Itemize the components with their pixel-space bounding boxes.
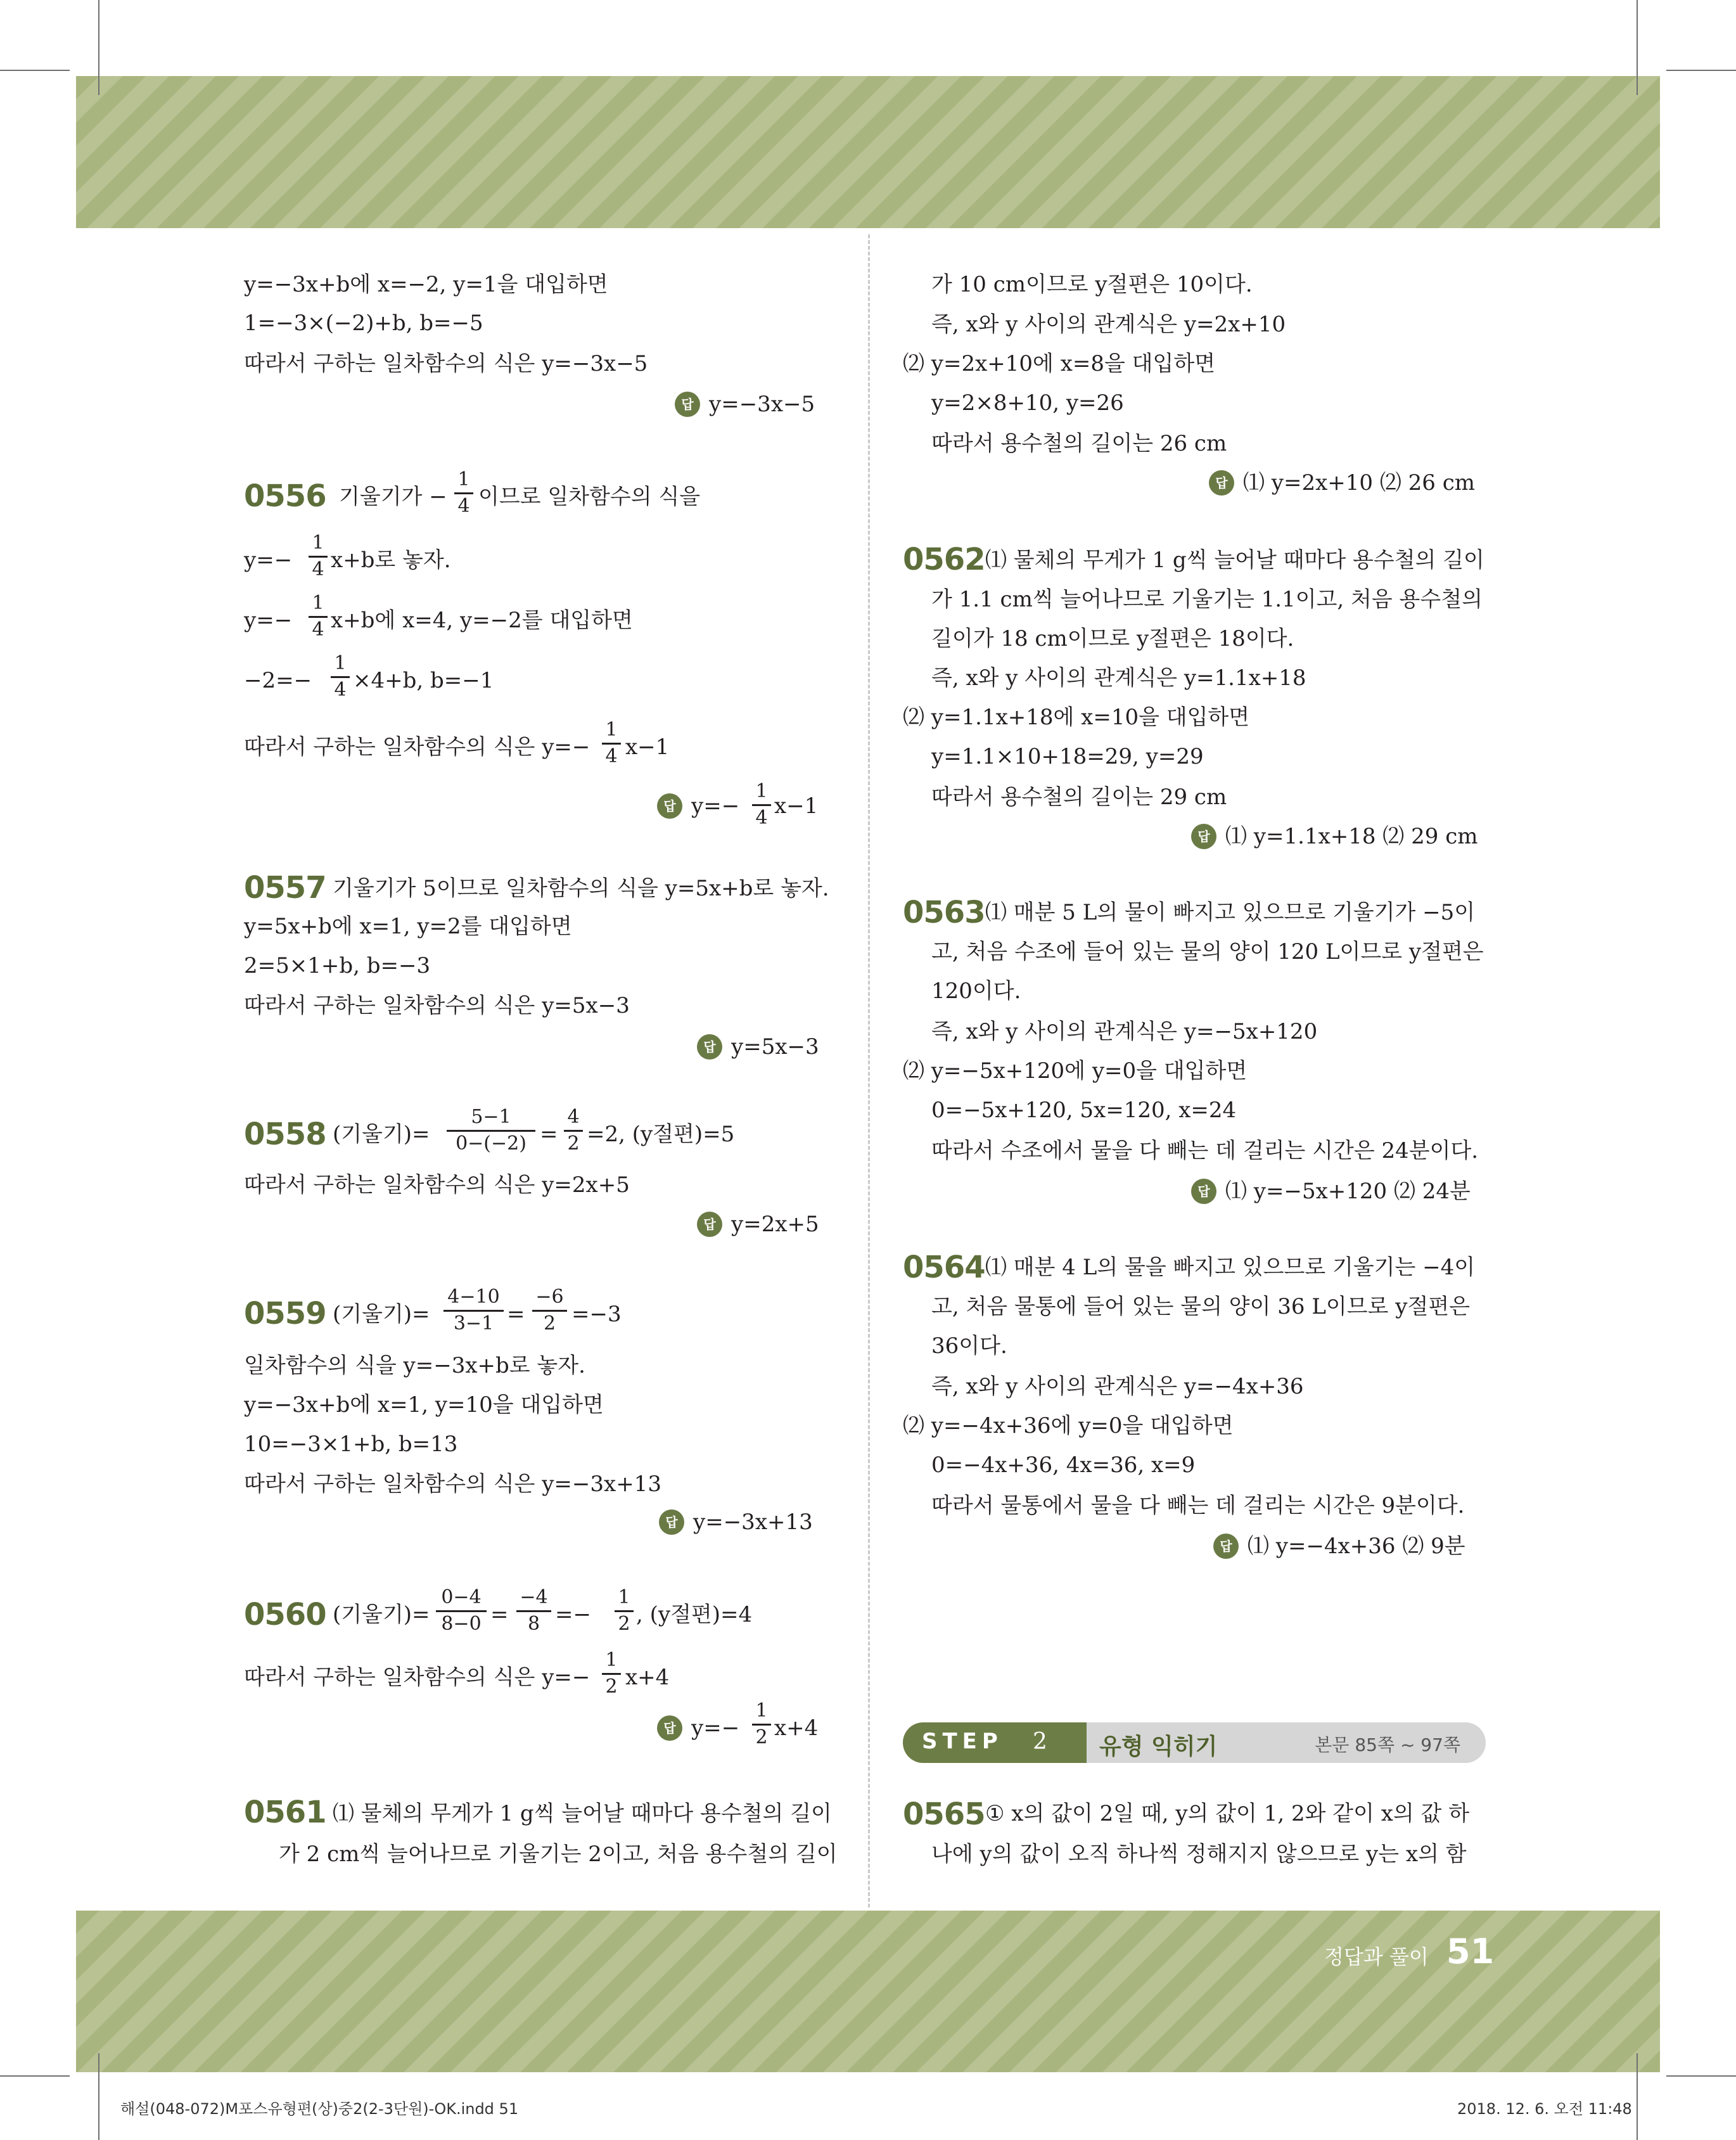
solution-line: y=5x+b에 x=1, y=2를 대입하면 — [244, 914, 572, 939]
answer-text: y=− — [691, 1715, 740, 1741]
answer-row — [1213, 1532, 1465, 1560]
answer-row — [659, 1508, 813, 1536]
solution-line: y=− — [244, 608, 293, 633]
solution-line: 즉, x와 y 사이의 관계식은 y=2x+10 — [931, 312, 1286, 337]
fraction-denominator: 4 — [334, 679, 347, 701]
solution-line: 가 1.1 cm씩 늘어나므로 기울기는 1.1이고, 처음 용수철의 — [931, 587, 1483, 612]
solution-line: 따라서 구하는 일차함수의 식은 y=−3x−5 — [244, 351, 648, 376]
fraction-numerator: −4 — [520, 1586, 548, 1608]
solution-line: 따라서 구하는 일차함수의 식은 y=5x−3 — [244, 993, 630, 1018]
fraction-bar — [331, 676, 350, 678]
solution-line: ⑴ 물체의 무게가 1 g씩 늘어날 때마다 용수철의 길이 — [333, 1801, 832, 1826]
answer-badge: 답 — [1191, 1179, 1216, 1204]
crop-mark — [0, 2075, 70, 2077]
column-divider — [868, 234, 870, 1907]
solution-line: 따라서 수조에서 물을 다 빼는 데 걸리는 시간은 24분이다. — [931, 1138, 1479, 1163]
fraction-bar — [454, 492, 473, 494]
fraction-bar — [602, 1673, 621, 1675]
footer-stripe-band — [76, 1911, 1660, 2072]
crop-mark — [98, 0, 99, 95]
solution-line: y=2×8+10, y=26 — [931, 390, 1124, 416]
solution-line: (기울기)= — [333, 1302, 430, 1327]
solution-line: ⑴ 물체의 무게가 1 g씩 늘어날 때마다 용수철의 길이 — [985, 548, 1484, 573]
problem-number: 0561 — [244, 1795, 326, 1830]
answer-badge: 답 — [1213, 1534, 1239, 1559]
step-label: STEP — [922, 1729, 1003, 1754]
problem-number: 0564 — [903, 1250, 985, 1285]
answer-text: y=−3x−5 — [709, 392, 815, 417]
fraction-denominator: 4 — [312, 558, 324, 580]
fraction-numerator: 1 — [457, 468, 470, 490]
fraction-denominator: 2 — [618, 1613, 630, 1635]
fraction-bar — [532, 1310, 567, 1312]
solution-line: =− — [555, 1602, 591, 1627]
solution-line: 따라서 구하는 일차함수의 식은 y=− — [244, 734, 590, 760]
fraction-denominator: 8−0 — [441, 1613, 482, 1635]
fraction-denominator: 0−(−2) — [456, 1132, 527, 1155]
solution-line: = — [507, 1302, 525, 1327]
solution-line: 따라서 구하는 일차함수의 식은 y=− — [244, 1665, 590, 1690]
fraction-bar — [309, 556, 328, 558]
solution-line: ⑵ y=−5x+120에 y=0을 대입하면 — [903, 1058, 1248, 1084]
answer-text: y=5x−3 — [731, 1034, 819, 1060]
solution-line: , (y절편)=4 — [636, 1602, 753, 1627]
solution-line: 나에 y의 값이 오직 하나씩 정해지지 않으므로 y는 x의 함 — [931, 1842, 1467, 1867]
problem-number: 0565 — [903, 1797, 985, 1832]
fraction-denominator: 2 — [543, 1312, 556, 1335]
answer-badge: 답 — [697, 1212, 722, 1237]
fraction-numerator: 1 — [755, 1700, 768, 1722]
answer-text: ⑴ y=−4x+36 ⑵ 9분 — [1248, 1534, 1465, 1559]
answer-row — [657, 1714, 739, 1742]
fraction-denominator: 3−1 — [453, 1312, 494, 1335]
answer-badge: 답 — [1209, 470, 1234, 496]
fraction-denominator: 2 — [567, 1132, 580, 1155]
fraction-numerator: −6 — [535, 1286, 564, 1308]
solution-line: 가 2 cm씩 늘어나므로 기울기는 2이고, 처음 용수철의 길이 — [279, 1842, 838, 1867]
answer-row — [657, 792, 739, 820]
solution-line: x+4 — [625, 1665, 670, 1690]
fraction-bar — [752, 804, 771, 806]
answer-badge: 답 — [1191, 824, 1216, 849]
solution-line: 0=−5x+120, 5x=120, x=24 — [931, 1098, 1237, 1123]
step-banner — [903, 1722, 1486, 1763]
solution-line: ⑴ 매분 5 L의 물이 빠지고 있으므로 기울기가 −5이 — [985, 900, 1476, 925]
fraction-numerator: 4 — [567, 1106, 580, 1128]
fraction-denominator: 2 — [605, 1675, 618, 1698]
footer-section-label: 정답과 풀이 — [1324, 1945, 1429, 1969]
solution-line: 따라서 용수철의 길이는 26 cm — [931, 431, 1227, 456]
solution-line: 즉, x와 y 사이의 관계식은 y=−5x+120 — [931, 1019, 1318, 1044]
answer-text: y=− — [691, 793, 740, 819]
solution-line: = — [490, 1602, 509, 1627]
fraction-bar — [615, 1610, 634, 1612]
fraction-numerator: 1 — [605, 719, 618, 741]
solution-line: 2=5×1+b, b=−3 — [244, 953, 431, 978]
answer-text: ⑴ y=2x+10 ⑵ 26 cm — [1243, 470, 1476, 496]
solution-line: 기울기가 5이므로 일차함수의 식을 y=5x+b로 놓자. — [333, 876, 829, 901]
solution-line: (기울기)= — [333, 1122, 430, 1147]
header-stripe-band — [76, 76, 1660, 228]
fraction-denominator: 8 — [527, 1613, 540, 1635]
solution-line: y=1.1×10+18=29, y=29 — [931, 744, 1204, 769]
solution-line: 따라서 구하는 일차함수의 식은 y=2x+5 — [244, 1172, 630, 1198]
solution-line: 120이다. — [931, 978, 1021, 1004]
answer-text: y=−3x+13 — [693, 1509, 813, 1535]
fraction-numerator: 0−4 — [441, 1586, 482, 1608]
answer-row — [697, 1033, 819, 1061]
solution-line: =2, (y절편)=5 — [587, 1122, 735, 1147]
solution-line: 가 10 cm이므로 y절편은 10이다. — [931, 272, 1253, 297]
step-title: 유형 익히기 — [1099, 1734, 1218, 1760]
solution-line: 즉, x와 y 사이의 관계식은 y=−4x+36 — [931, 1374, 1304, 1399]
solution-line: ⑵ y=−4x+36에 y=0을 대입하면 — [903, 1413, 1234, 1438]
fraction-bar — [447, 1130, 535, 1132]
solution-line: 10=−3×1+b, b=13 — [244, 1432, 458, 1457]
answer-text: x−1 — [774, 793, 819, 819]
fraction-denominator: 4 — [457, 495, 470, 517]
solution-line: 36이다. — [931, 1333, 1007, 1359]
answer-row — [675, 390, 815, 418]
answer-text: ⑴ y=−5x+120 ⑵ 24분 — [1225, 1179, 1471, 1204]
crop-mark — [1666, 2075, 1736, 2077]
solution-line: x+b에 x=4, y=−2를 대입하면 — [331, 608, 633, 633]
solution-line: 따라서 구하는 일차함수의 식은 y=−3x+13 — [244, 1471, 661, 1497]
fraction-numerator: 5−1 — [471, 1106, 511, 1128]
problem-number: 0559 — [244, 1296, 326, 1331]
problem-number: 0562 — [903, 542, 985, 577]
solution-line: 길이가 18 cm이므로 y절편은 18이다. — [931, 626, 1294, 651]
answer-badge: 답 — [657, 1715, 682, 1741]
fraction-bar — [564, 1130, 583, 1132]
print-slug-filename: 해설(048-072)M포스유형편(상)중2(2-3단원)-OK.indd 51 — [120, 2100, 519, 2118]
solution-line: −2=− — [244, 668, 312, 693]
solution-line: 0=−4x+36, 4x=36, x=9 — [931, 1452, 1196, 1478]
fraction-numerator: 1 — [312, 592, 324, 614]
fraction-numerator: 1 — [755, 780, 768, 802]
crop-mark — [1637, 0, 1638, 95]
fraction-bar — [436, 1610, 487, 1612]
step-number: 2 — [1033, 1729, 1047, 1755]
answer-badge: 답 — [657, 793, 682, 819]
solution-line: 일차함수의 식을 y=−3x+b로 놓자. — [244, 1353, 585, 1378]
answer-text: x+4 — [774, 1715, 819, 1741]
solution-line: y=−3x+b에 x=1, y=10을 대입하면 — [244, 1392, 604, 1418]
solution-line: ⑵ y=1.1x+18에 x=10을 대입하면 — [903, 705, 1250, 730]
fraction-bar — [752, 1724, 771, 1726]
solution-line: y=− — [244, 548, 293, 573]
answer-text: y=2x+5 — [731, 1212, 819, 1237]
crop-mark — [1637, 2053, 1638, 2140]
fraction-bar — [516, 1610, 551, 1612]
solution-line: ⑴ 매분 4 L의 물을 빠지고 있으므로 기울기는 −4이 — [985, 1255, 1476, 1280]
answer-badge: 답 — [659, 1509, 684, 1535]
solution-line: ×4+b, b=−1 — [353, 668, 494, 693]
crop-mark — [0, 70, 70, 71]
solution-line: x+b로 놓자. — [331, 548, 451, 573]
step-page-reference: 본문 85쪽 ~ 97쪽 — [1315, 1734, 1460, 1755]
crop-mark — [1666, 70, 1736, 71]
print-slug-date: 2018. 12. 6. 오전 11:48 — [1457, 2100, 1632, 2118]
crop-mark — [98, 2053, 99, 2140]
solution-line: 즉, x와 y 사이의 관계식은 y=1.1x+18 — [931, 665, 1306, 691]
fraction-bar — [444, 1310, 504, 1312]
solution-line: 따라서 물통에서 물을 다 빼는 데 걸리는 시간은 9분이다. — [931, 1493, 1465, 1518]
fraction-denominator: 4 — [605, 745, 618, 767]
problem-number: 0563 — [903, 895, 985, 930]
fraction-numerator: 1 — [605, 1649, 618, 1671]
solution-line: 따라서 용수철의 길이는 29 cm — [931, 785, 1227, 810]
solution-line: x−1 — [625, 734, 670, 760]
fraction-bar — [309, 616, 328, 618]
problem-number: 0558 — [244, 1117, 326, 1152]
solution-line: =−3 — [571, 1302, 622, 1327]
fraction-denominator: 4 — [312, 618, 324, 641]
problem-number: 0556 — [244, 478, 326, 514]
solution-line: 고, 처음 수조에 들어 있는 물의 양이 120 L이므로 y절편은 — [931, 939, 1484, 964]
problem-number: 0560 — [244, 1597, 326, 1632]
solution-line: 고, 처음 물통에 들어 있는 물의 양이 36 L이므로 y절편은 — [931, 1294, 1471, 1319]
fraction-numerator: 1 — [312, 532, 324, 554]
solution-line: 이므로 일차함수의 식을 — [478, 484, 701, 509]
solution-line: (기울기)= — [333, 1602, 430, 1627]
solution-line: 1=−3×(−2)+b, b=−5 — [244, 311, 483, 336]
answer-badge: 답 — [697, 1034, 722, 1060]
answer-row — [697, 1210, 819, 1238]
fraction-bar — [602, 743, 621, 745]
solution-line: = — [540, 1122, 558, 1147]
answer-row — [1191, 1177, 1471, 1205]
answer-row — [1209, 469, 1475, 497]
fraction-numerator: 1 — [618, 1586, 630, 1608]
fraction-denominator: 2 — [755, 1726, 768, 1748]
fraction-numerator: 1 — [334, 652, 347, 674]
solution-line: 기울기가 − — [339, 484, 447, 509]
solution-line: y=−3x+b에 x=−2, y=1을 대입하면 — [244, 272, 608, 297]
problem-number: 0557 — [244, 870, 326, 906]
answer-badge: 답 — [675, 392, 700, 417]
answer-text: ⑴ y=1.1x+18 ⑵ 29 cm — [1225, 824, 1478, 849]
solution-line: ⑵ y=2x+10에 x=8을 대입하면 — [903, 351, 1216, 376]
page-number: 51 — [1446, 1932, 1495, 1971]
solution-line: ① x의 값이 2일 때, y의 값이 1, 2와 같이 x의 값 하 — [985, 1801, 1470, 1826]
answer-row — [1191, 823, 1478, 850]
fraction-numerator: 4−10 — [447, 1286, 500, 1308]
fraction-denominator: 4 — [755, 807, 768, 829]
